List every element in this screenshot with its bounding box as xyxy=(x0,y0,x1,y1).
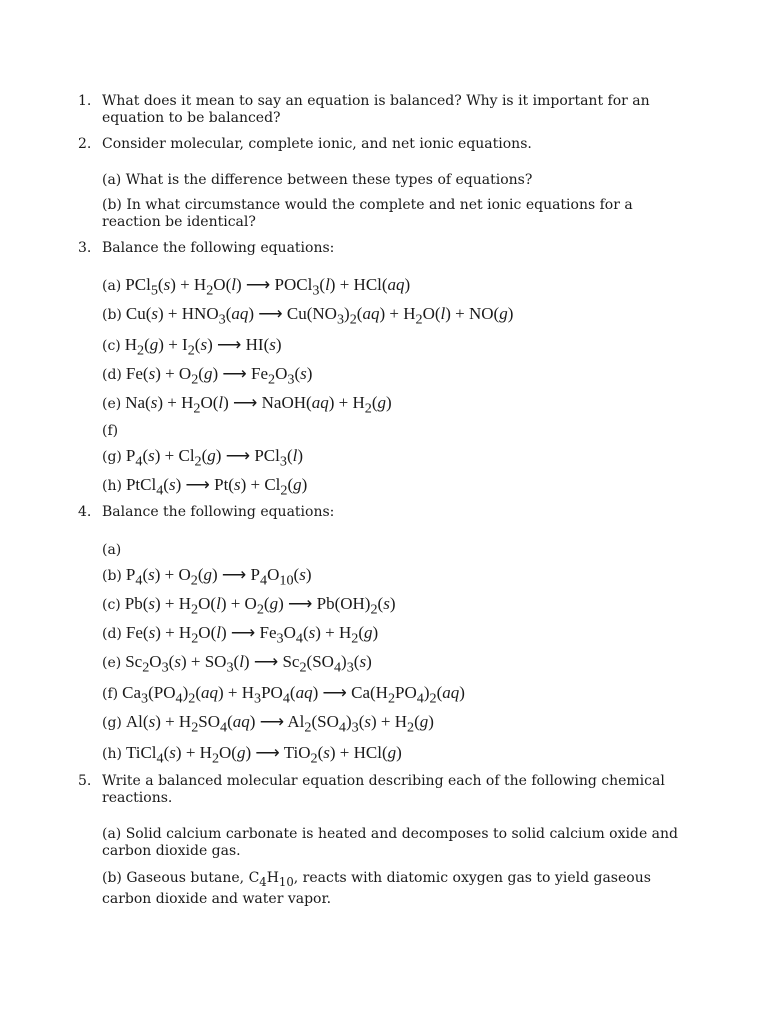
question-number: 1. xyxy=(78,93,92,109)
equation-formula: $Sc_2O_3(s) + SO_3(l)$ ⟶ $Sc_2(SO_4)_3(s)$ xyxy=(125,652,372,676)
question-part: (b) Gaseous butane, $C_4H_{10}$, reacts with diatomic oxygen gas to yield gaseous carbon dioxide and water vapor. xyxy=(102,870,651,907)
question-text: Balance the following equations: xyxy=(102,504,335,520)
question-number: 5. xyxy=(78,773,92,789)
question-text: What does it mean to say an equation is balanced? Why is it important for an equation to be balanced? xyxy=(102,93,650,126)
equation-item: (e) $Sc_2O_3(s) + SO_3(l)$ ⟶ $Sc_2(SO_4)_3(s)$ xyxy=(102,652,372,676)
equation-item: (b) $Cu(s) + HNO_3(aq)$ ⟶ $Cu(NO_3)_2(aq) + H_2O(l) + NO(g)$ xyxy=(102,304,514,328)
equation-formula: $Pb(s) + H_2O(l) + O_2(g)$ ⟶ $Pb(OH)_2(s)$ xyxy=(124,594,396,618)
equation-item: (f) xyxy=(102,423,119,439)
equation-formula: $Fe(s) + O_2(g)$ ⟶ $Fe_2O_3(s)$ xyxy=(125,364,313,388)
equation-formula: PtCl$_4$(s) ⟶ $Pt(s) + Cl_2(g)$ xyxy=(125,475,308,499)
question-part: (b) In what circumstance would the complete and net ionic equations for a reaction be identical? xyxy=(102,197,633,230)
equation-item: (d) $Fe(s) + H_2O(l)$ ⟶ $Fe_3O_4(s) + H_2(g)$ xyxy=(102,623,379,647)
question-number: 2. xyxy=(78,136,92,152)
equation-formula: $Fe(s) + H_2O(l)$ ⟶ $Fe_3O_4(s) + H_2(g)$ xyxy=(125,623,379,647)
equation-formula: $H_2(g) + I_2(s)$ ⟶ HI(s) xyxy=(124,335,282,359)
question-text: Consider molecular, complete ionic, and net ionic equations. xyxy=(102,136,532,152)
question-number: 3. xyxy=(78,240,92,256)
equation-item: (c) $H_2(g) + I_2(s)$ ⟶ HI(s) xyxy=(102,335,282,359)
equation-item: (a) xyxy=(102,542,122,558)
equation-formula: $Al(s) + H_2SO_4(aq)$ ⟶ $Al_2(SO_4)_3(s) + H_2(g)$ xyxy=(125,712,434,736)
question-part: (a) What is the difference between these types of equations? xyxy=(102,172,533,188)
equation-item: (e) $Na(s) + H_2O(l)$ ⟶ NaOH(aq) + $H_2(g)$ xyxy=(102,393,392,417)
equation-formula: $P_4(s) + Cl_2(g)$ ⟶ PCl$_3$(l) xyxy=(125,446,304,470)
equation-item: (d) $Fe(s) + O_2(g)$ ⟶ $Fe_2O_3(s)$ xyxy=(102,364,313,388)
question-text: Balance the following equations: xyxy=(102,240,335,256)
equation-formula: $Cu(s) + HNO_3(aq)$ ⟶ $Cu(NO_3)_2(aq) + H_2O(l) + NO(g)$ xyxy=(125,304,514,328)
equation-item: (h) PtCl$_4$(s) ⟶ $Pt(s) + Cl_2(g)$ xyxy=(102,475,308,499)
question-part: (a) Solid calcium carbonate is heated and decomposes to solid calcium oxide and carbon dioxide gas. xyxy=(102,826,679,859)
equation-formula: $Ca_3(PO_4)_2(aq) + H_3PO_4(aq)$ ⟶ $Ca(H_2PO_4)_2(aq)$ xyxy=(122,683,465,707)
equation-formula: TiCl$_4$(s) + $H_2O(g)$ ⟶ TiO$_2$(s) + HCl(g) xyxy=(125,743,402,767)
equation-item: (g) $Al(s) + H_2SO_4(aq)$ ⟶ $Al_2(SO_4)_3(s) + H_2(g)$ xyxy=(102,712,434,736)
equation-formula: $P_4(s) + O_2(g)$ ⟶ $P_4O_{10}(s)$ xyxy=(125,565,312,589)
equation-item: (c) $Pb(s) + H_2O(l) + O_2(g)$ ⟶ $Pb(OH)_2(s)$ xyxy=(102,594,396,618)
equation-item: (g) $P_4(s) + Cl_2(g)$ ⟶ PCl$_3$(l) xyxy=(102,446,304,470)
equation-formula: $PCl_5(s) + H_2O(l)$ ⟶ POCl$_3$(l) + HCl(aq) xyxy=(125,275,411,299)
question-number: 4. xyxy=(78,504,92,520)
equation-item: (h) TiCl$_4$(s) + $H_2O(g)$ ⟶ TiO$_2$(s) + HCl(g) xyxy=(102,743,402,767)
equation-formula: $Na(s) + H_2O(l)$ ⟶ NaOH(aq) + $H_2(g)$ xyxy=(125,393,392,417)
equation-item: (a) $PCl_5(s) + H_2O(l)$ ⟶ POCl$_3$(l) + HCl(aq) xyxy=(102,275,411,299)
equation-item: (f) $Ca_3(PO_4)_2(aq) + H_3PO_4(aq)$ ⟶ $Ca(H_2PO_4)_2(aq)$ xyxy=(102,683,465,707)
question-text: Write a balanced molecular equation describing each of the following chemical reactions. xyxy=(102,773,665,806)
equation-item: (b) $P_4(s) + O_2(g)$ ⟶ $P_4O_{10}(s)$ xyxy=(102,565,312,589)
